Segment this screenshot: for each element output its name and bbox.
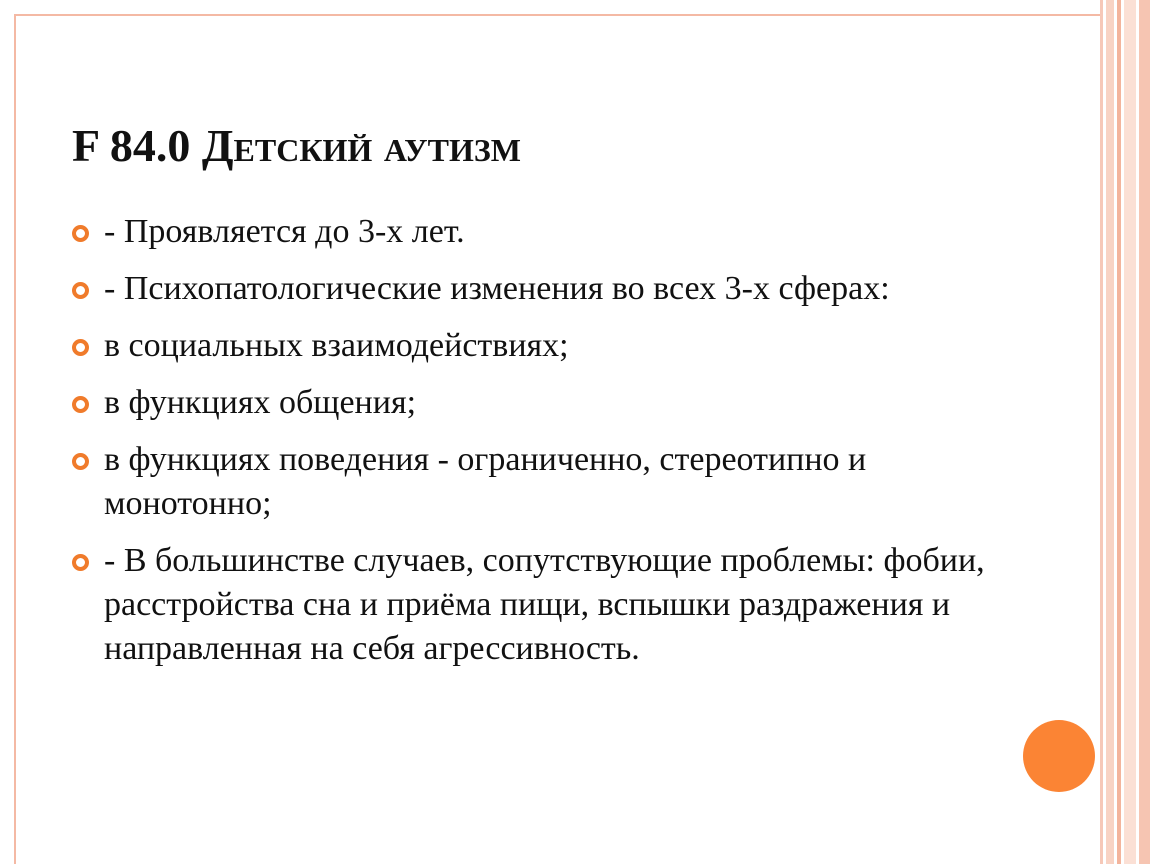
bullet-text: - Проявляется до 3-х лет.: [104, 213, 465, 250]
bullet-text: в социальных взаимодействиях;: [104, 327, 569, 364]
bullet-text: в функциях общения;: [104, 384, 417, 421]
list-item: [72, 324, 1032, 368]
bullet-circle-icon: [72, 282, 89, 299]
decor-circle: [1023, 720, 1095, 792]
decor-stripe: [1139, 0, 1150, 864]
list-item: [72, 438, 1032, 526]
decor-stripe: [1124, 0, 1136, 864]
bullet-circle-icon: [72, 554, 89, 571]
bullet-text: - В большинстве случаев, сопутствующие проблемы: фобии, расстройства сна и приёма пищи, вспышки раздражения и направленная на себя агрессивность.: [104, 542, 985, 667]
decor-stripe: [1117, 0, 1121, 864]
bullet-circle-icon: [72, 339, 89, 356]
decor-stripe: [1100, 0, 1103, 864]
bullet-circle-icon: [72, 453, 89, 470]
bullet-circle-icon: [72, 225, 89, 242]
bullet-text: в функциях поведения - ограниченно, стереотипно и монотонно;: [104, 441, 867, 522]
bullet-list: [72, 210, 1032, 684]
list-item: [72, 381, 1032, 425]
bullet-text: - Психопатологические изменения во всех 3-х сферах:: [104, 270, 890, 307]
slide-title: F 84.0 Детский аутизм: [72, 120, 521, 171]
list-item: [72, 267, 1032, 311]
list-item: [72, 539, 1032, 671]
decor-stripe: [1106, 0, 1114, 864]
bullet-circle-icon: [72, 396, 89, 413]
list-item: [72, 210, 1032, 254]
